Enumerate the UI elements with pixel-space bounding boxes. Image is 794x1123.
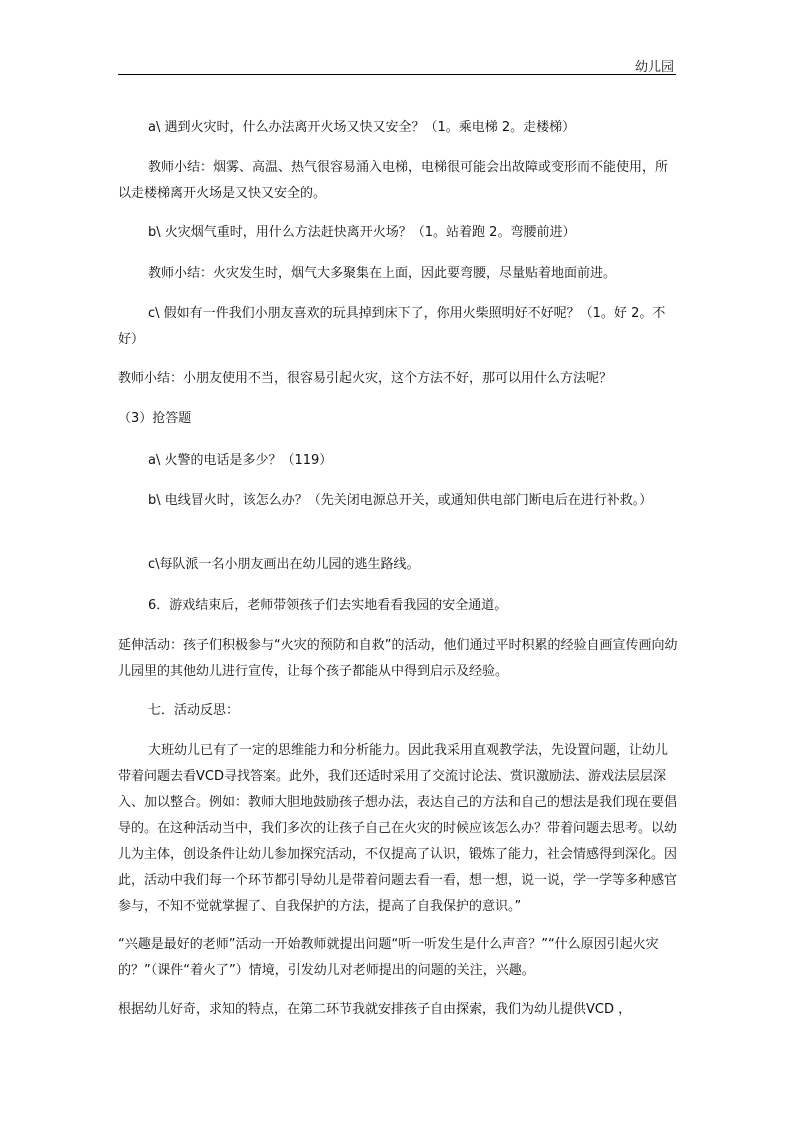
paragraph: 6．游戏结束后，老师带领孩子们去实地看看我园的安全通道。 [148, 598, 508, 613]
paragraph: 大班幼儿已有了一定的思维能力和分析能力。因此我采用直观教学法，先设置问题，让幼儿带着问题去看VCD寻找答案。此外，我们还适时采用了交流讨论法、赏识激励法、游戏法层层深入、加以整合。例如：教师大胆地鼓励孩子想办法，表达自己的方法和自己的想法是我们现在要倡导的。在这种活动当中，我们多次的让孩子自己在火灾的时候应该怎么办？带着问题去思考。以幼儿为主体，创设条件让幼儿参加探究活动，不仅提高了认识，锻炼了能力，社会情感得到深化。因此，活动中我们每一个环节都引导幼儿是带着问题去看一看，想一想，说一说，学一学等多种感官参与，不知不觉就掌握了、自我保护的方法，提高了自我保护的意识。” [118, 743, 678, 914]
paragraph: 延伸活动：孩子们积极参与“火灾的预防和自救”的活动，他们通过平时积累的经验自画宣传画向幼儿园里的其他幼儿进行宣传，让每个孩子都能从中得到启示及经验。 [118, 638, 678, 679]
paragraph: 教师小结：烟雾、高温、热气很容易涌入电梯，电梯很可能会出故障或变形而不能使用，所以走楼梯离开火场是又快又安全的。 [118, 160, 669, 201]
paragraph: 教师小结：火灾发生时，烟气大多聚集在上面，因此要弯腰，尽量贴着地面前进。 [148, 266, 617, 281]
paragraph: a\ 遇到火灾时，什么办法离开火场又快又安全？（1。乘电梯 2。走楼梯） [148, 120, 576, 135]
header-title: 幼儿园 [634, 60, 674, 75]
paragraph: c\ 假如有一件我们小朋友喜欢的玩具掉到床下了，你用火柴照明好不好呢？（1。好 2。不好） [118, 306, 666, 347]
paragraph: a\ 火警的电话是多少？（119） [148, 453, 333, 468]
paragraph: （3）抢答题 [118, 411, 192, 426]
paragraph: “兴趣是最好的老师”活动一开始教师就提出问题“听一听发生是什么声音？”“什么原因引起火灾的？”（课件“着火了”）情境，引发幼儿对老师提出的问题的关注，兴趣。 [118, 937, 659, 978]
paragraph: b\ 火灾烟气重时，用什么方法赶快离开火场？（1。站着跑 2。弯腰前进） [148, 225, 576, 240]
page-header [118, 52, 676, 75]
paragraph: c\每队派一名小朋友画出在幼儿园的逃生路线。 [148, 557, 420, 572]
paragraph: 教师小结：小朋友使用不当，很容易引起火灾，这个方法不好，那可以用什么方法呢？ [118, 371, 613, 386]
paragraph: 根据幼儿好奇，求知的特点，在第二环节我就安排孩子自由探索，我们为幼儿提供VCD ， [118, 1002, 632, 1017]
section-heading: 七．活动反思： [148, 703, 240, 718]
paragraph: b\ 电线冒火时，该怎么办？（先关闭电源总开关，或通知供电部门断电后在进行补救。） [148, 493, 653, 508]
